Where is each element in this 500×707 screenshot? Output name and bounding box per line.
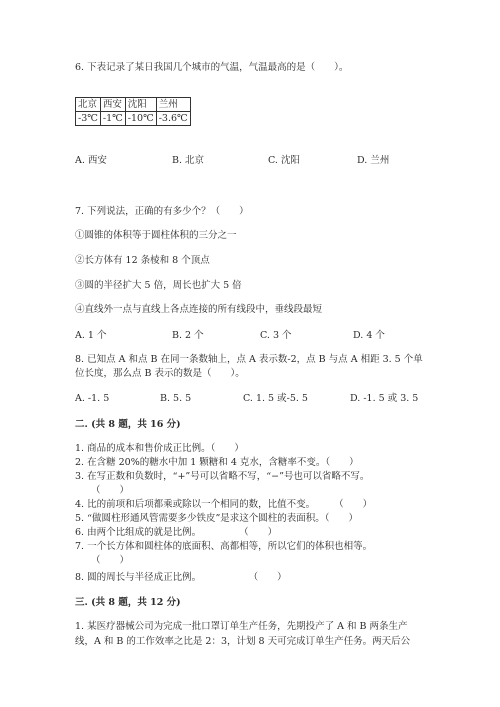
question-8-stem-line1: 8. 已知点 A 和点 B 在同一条数轴上，点 A 表示数-2，点 B 与点 A 相距 3. 5 个单 <box>75 354 423 365</box>
temperature-table <box>75 97 191 126</box>
question-7-stem: 7. 下列说法，正确的有多少个？（ ） <box>75 206 249 217</box>
q6-option-a: A. 西安 <box>75 155 107 166</box>
s3-question-1-line1: 1. 某医疗器械公司为完成一批口罩订单生产任务，先期投产了 A 和 B 两条生产 <box>75 621 408 632</box>
temp-cell: -3.6℃ <box>156 112 190 126</box>
q7-statement-3: ③圆的半径扩大 5 倍，周长也扩大 5 倍 <box>75 280 242 291</box>
question-8-stem-line2: 位长度，那么点 B 表示的数是（ ）。 <box>75 368 245 379</box>
q7-option-b: B. 2 个 <box>172 330 204 341</box>
s2-item-3-bracket: （ ） <box>91 485 130 496</box>
q8-option-b: B. 5. 5 <box>160 393 192 404</box>
q7-option-d: D. 4 个 <box>353 330 385 341</box>
q6-option-d: D. 兰州 <box>357 155 390 166</box>
q8-option-c: C. 1. 5 或-5. 5 <box>243 393 308 404</box>
s2-item-7-bracket: （ ） <box>91 555 130 566</box>
city-cell: 兰州 <box>156 98 190 112</box>
q8-option-a: A. -1. 5 <box>75 393 110 404</box>
table-row <box>76 98 191 112</box>
temp-cell: -3℃ <box>76 112 101 126</box>
s2-item-4: 4. 比的前项和后项都乘或除以一个相同的数，比值不变。 （ ） <box>75 499 373 510</box>
s2-item-7: 7. 一个长方体和圆柱体的底面积、高都相等，所以它们的体积也相等。 <box>75 541 373 552</box>
q7-statement-2: ②长方体有 12 条棱和 8 个顶点 <box>75 255 210 266</box>
s3-question-1-line2: 线，A 和 B 的工作效率之比是 2：3，计划 8 天可完成订单生产任务。两天后公 <box>75 636 411 647</box>
section-3-heading: 三. (共 8 题，共 12 分) <box>75 597 181 608</box>
q8-option-d: D. -1. 5 或 3. 5 <box>350 393 419 404</box>
city-cell: 西安 <box>100 98 125 112</box>
q7-statement-4: ④直线外一点与直线上各点连接的所有线段中，垂线段最短 <box>75 304 323 315</box>
s2-item-6: 6. 由两个比组成的就是比例。 （ ） <box>75 527 278 538</box>
q6-option-b: B. 北京 <box>172 155 205 166</box>
s2-item-8: 8. 圆的周长与半径成正比例。 （ ） <box>75 572 287 583</box>
question-6-stem: 6. 下表记录了某日我国几个城市的气温，气温最高的是（ ）。 <box>75 62 349 73</box>
s2-item-3: 3. 在写正数和负数时，“+”号可以省略不写，“−”号也可以省略不写。 <box>75 471 370 482</box>
s2-item-1: 1. 商品的成本和售价成正比例。（ ） <box>75 443 244 454</box>
section-2-heading: 二. (共 8 题，共 16 分) <box>75 419 181 430</box>
s2-item-5: 5. “做圆柱形通风管需要多少铁皮”是求这个圆柱的表面积。（ ） <box>75 513 359 524</box>
table-row <box>76 112 191 126</box>
q7-option-a: A. 1 个 <box>75 330 107 341</box>
temp-cell: -10℃ <box>125 112 156 126</box>
q6-option-c: C. 沈阳 <box>268 155 300 166</box>
q7-option-c: C. 3 个 <box>260 330 292 341</box>
q7-statement-1: ①圆锥的体积等于圆柱体积的三分之一 <box>75 230 237 241</box>
temp-cell: -1℃ <box>100 112 125 126</box>
s2-item-2: 2. 在含糖 20%的糖水中加 1 颗糖和 4 克水，含糖率不变。（ ） <box>75 457 359 468</box>
city-cell: 北京 <box>76 98 101 112</box>
city-cell: 沈阳 <box>125 98 156 112</box>
